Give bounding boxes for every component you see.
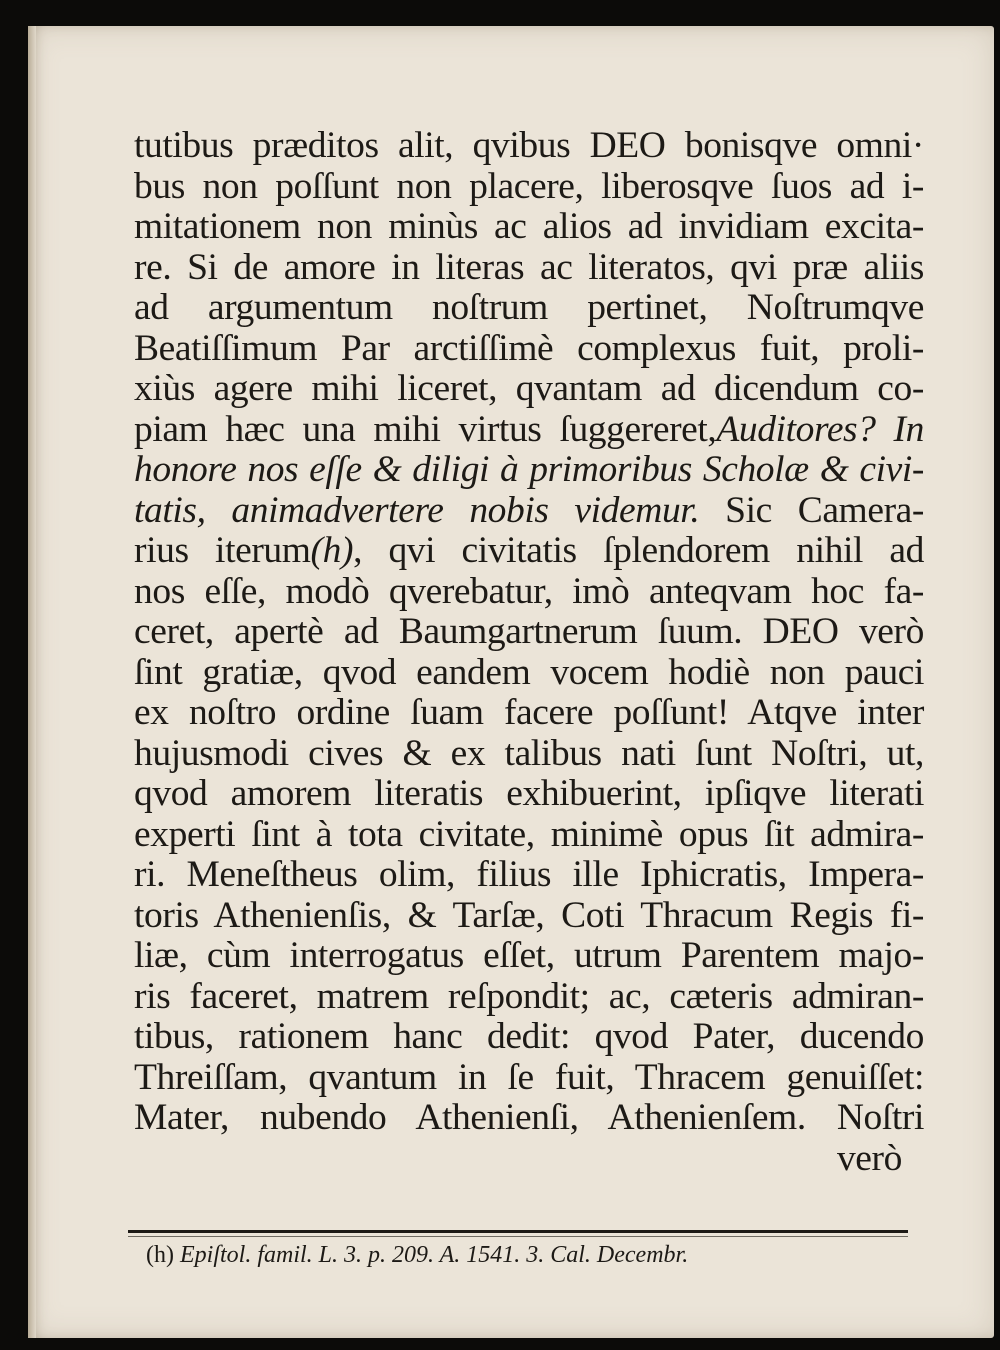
text-line-13: ceret, apertè ad Baumgartnerum ſuum. DEO verò [134,611,924,652]
italic-quote-start: Auditores? In [716,408,924,450]
text-line-20: toris Athenienſis, & Tarſӕ, Coti Thracum Regis fi- [134,894,924,936]
text-line-12: nos eſſe, modò qverebatur, imò anteqvam hoc fa- [134,570,924,612]
text-line-1: tutibus prӕditos alit, qvibus DEO bonisqve omni· [134,125,924,166]
text-line-11 [134,531,924,572]
text-line-10 [134,491,924,532]
text-line-5: ad argumentum noſtrum pertinet, Noſtrumqve [134,287,924,328]
footnote-reference: (h) [310,530,354,571]
text-line-4: re. Si de amore in literas ac literatos, qvi prӕ aliis [134,246,924,288]
text-line-25: Mater, nubendo Athenienſi, Athenienſem. Noſtri [134,1097,924,1138]
text-line-7: xiùs agere mihi liceret, qvantam ad dicendum co- [134,368,924,409]
text-line-11-rest: , qvi civitatis ſplendorem nihil ad [353,530,925,571]
text-line-23: tibus, rationem hanc dedit: qvod Pater, ducendo [134,1016,924,1057]
text-line-9-italic: honore nos eſſe & diligi à primoribus Scholӕ & civi- [134,449,924,490]
text-line-18: experti ſint à tota civitate, minimè opus ſit admira- [134,813,924,855]
text-line-6: Beatiſſimum Par arctiſſimè complexus fuit, proli- [134,327,924,369]
main-text-block [134,126,924,1179]
text-line-2: bus non poſſunt non placere, liberosqve ſuos ad i- [134,165,924,207]
text-line-21: liӕ, cùm interrogatus eſſet, utrum Parentem majo- [134,935,924,976]
text-line-3: mitationem non minùs ac alios ad invidiam excita- [134,206,924,247]
italic-quote-end: tatis, animadvertere nobis videmur. [134,489,700,531]
text-line-11-start: rius iterum [134,530,311,571]
text-line-8 [134,410,924,451]
footnote-marker: (h) [146,1242,174,1268]
page-gutter-shadow [28,26,36,1338]
text-line-14: ſint gratiӕ, qvod eandem vocem hodiè non pauci [134,651,924,693]
text-line-19: ri. Meneſtheus olim, filius ille Iphicratis, Impera- [134,854,924,895]
text-line-24: Threiſſam, qvantum in ſe fuit, Thracem genuiſſet: [134,1056,924,1098]
text-line-17: qvod amorem literatis exhibuerint, ipſiqve literati [134,773,924,814]
footnote-rule [128,1230,908,1233]
footnote-rule-thin [128,1236,908,1237]
footnote [146,1240,688,1270]
text-line-10-roman: Sic Camera- [725,489,924,531]
text-line-22: ris faceret, matrem reſpondit; ac, cӕteris admiran- [134,975,924,1017]
text-line-15: ex noſtro ordine ſuam facere poſſunt! Atqve inter [134,692,924,733]
catchword: verò [836,1137,902,1179]
text-line-16: hujusmodi cives & ex talibus nati ſunt Noſtri, ut, [134,732,924,774]
text-line-8-roman: piam hӕc una mihi virtus ſuggereret, [134,408,717,450]
footnote-text: Epiſtol. famil. L. 3. p. 209. A. 1541. 3. Cal. Decembr. [179,1242,689,1268]
